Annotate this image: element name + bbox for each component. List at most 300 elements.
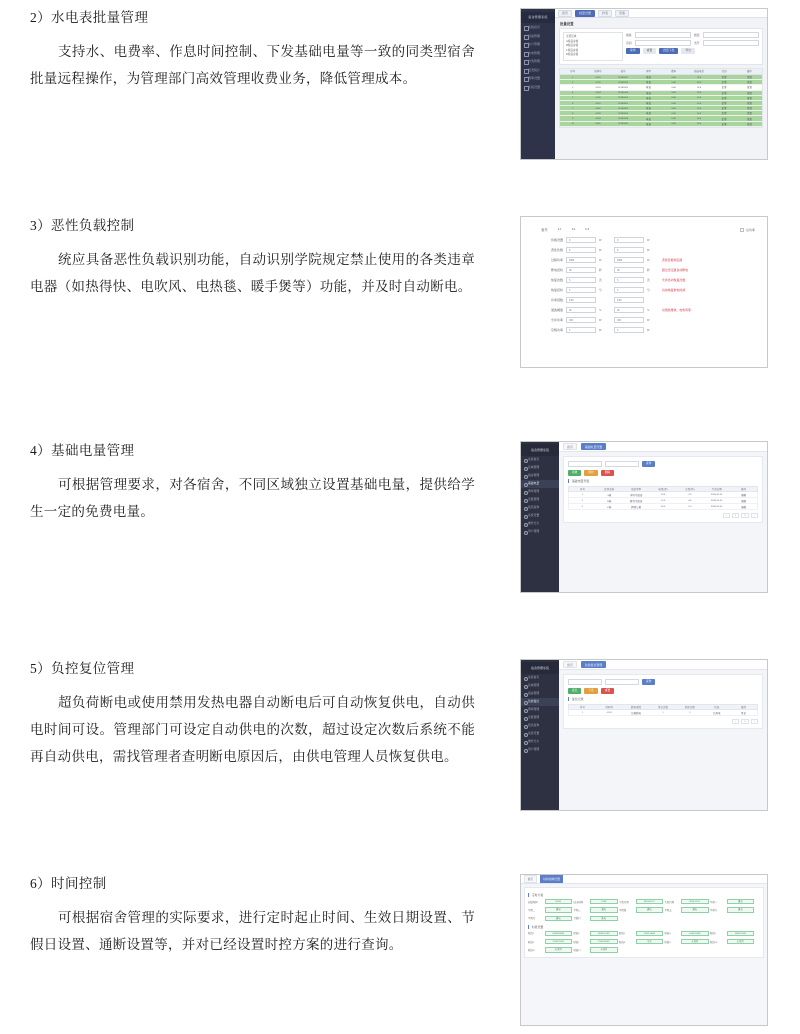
tab-home[interactable]: 首页: [524, 875, 537, 882]
query-card: [563, 674, 763, 729]
cell-value[interactable]: 未设置: [727, 939, 755, 944]
row-unit-1: W: [599, 238, 602, 242]
tree-node-3[interactable]: C栋宿舍楼: [566, 48, 579, 52]
row-input-2[interactable]: 20: [614, 307, 644, 313]
col-4: 剩余次数: [684, 706, 695, 709]
delete-button[interactable]: 删除: [601, 470, 614, 476]
cell: 已供电: [712, 711, 721, 715]
screenshot-base-power-management: [520, 441, 770, 593]
query-button[interactable]: 查询: [626, 48, 640, 54]
cell: 10.0: [696, 91, 702, 95]
cell-value[interactable]: 08:00-12:00: [590, 931, 618, 936]
cell-key: 失效日期: [664, 900, 675, 904]
cell-value[interactable]: 18:00-22:00: [727, 931, 755, 936]
cell: 4: [572, 91, 574, 95]
slot-grid: [528, 931, 760, 955]
row-unit-2: 秒: [647, 269, 650, 273]
cell: 10: [571, 122, 574, 126]
cell: 10.0: [660, 493, 666, 496]
cell: 6: [572, 101, 574, 105]
row-input-2[interactable]: 3000: [614, 257, 644, 263]
screenshot-time-control: [520, 874, 770, 1026]
row-unit-1: 分: [599, 289, 602, 293]
cell-key: 时段8: [619, 940, 625, 944]
cell: 0.60: [671, 96, 676, 100]
cell: 0.60: [671, 80, 676, 84]
cell: 20180103: [618, 85, 629, 89]
row-input-1[interactable]: 0: [566, 237, 596, 243]
app-logo: 宿舍管理系统: [521, 12, 555, 23]
row-input-2[interactable]: 5: [614, 287, 644, 293]
cell: A202: [595, 106, 601, 110]
cell[interactable]: 设置: [746, 96, 752, 100]
plan-cell: [710, 899, 754, 904]
cell-value[interactable]: 23:00: [590, 899, 618, 904]
row-input-1[interactable]: 100: [566, 317, 596, 323]
row-unit-1: 次: [599, 279, 602, 283]
row-unit-2: 次: [647, 279, 650, 283]
cell-key: 生效日期: [619, 900, 629, 904]
row-input-1[interactable]: 0.85: [566, 297, 596, 303]
cell: 正常: [721, 81, 727, 85]
plan-cell: [574, 907, 618, 912]
col-4: 水量(吨): [685, 488, 695, 491]
cell-value[interactable]: 通电: [636, 907, 664, 912]
tab-1[interactable]: 批量设置: [575, 10, 595, 17]
cell-value[interactable]: 2020-12-31: [681, 899, 709, 904]
query-input-1[interactable]: [568, 461, 602, 467]
cell: 正常: [721, 91, 727, 95]
cell-value[interactable]: 未设置: [545, 947, 573, 952]
sidebar-item-1[interactable]: 区域管理: [521, 464, 559, 472]
section-title-6: 6）时间控制: [30, 876, 107, 891]
cell: 正常: [721, 117, 727, 121]
cell[interactable]: 设置: [746, 81, 752, 85]
cell: 10.0: [696, 80, 702, 84]
cell-value[interactable]: 全天: [636, 939, 664, 944]
breadcrumb: 批量设置: [560, 22, 574, 26]
cell-key: 节假日: [573, 917, 581, 921]
cell: 正常: [721, 107, 727, 111]
sidebar-item-5[interactable]: 充值管理: [521, 496, 559, 504]
export-button[interactable]: 导出: [681, 48, 695, 54]
row-input-2[interactable]: 30: [614, 267, 644, 273]
text-block-5: [30, 659, 475, 770]
cell[interactable]: 编辑: [741, 505, 747, 509]
cell: 10.0: [696, 75, 702, 79]
edit-button[interactable]: 修改: [584, 470, 597, 476]
cell: 10.0: [696, 85, 702, 89]
list-section-title: 基础电量列表: [568, 479, 758, 483]
cell: 0.60: [671, 106, 676, 110]
slot-cell: [665, 939, 709, 944]
row-input-2[interactable]: 3: [614, 277, 644, 283]
tree-node-1[interactable]: A栋宿舍楼: [566, 39, 579, 43]
cell-value[interactable]: 通电: [727, 899, 755, 904]
section-title-5: 5）负控复位管理: [30, 661, 135, 676]
section-title-3: 3）恶性负载控制: [30, 218, 135, 233]
col-0: 序号: [570, 70, 576, 74]
cell: 1: [581, 711, 584, 714]
sidebar-item-9[interactable]: 用户管理: [521, 528, 559, 536]
cell: 10.0: [696, 117, 702, 121]
row-input-2[interactable]: 5: [614, 327, 644, 333]
batch-dispatch-button[interactable]: 批量下发: [659, 48, 678, 54]
tab-bar: [555, 9, 767, 18]
slot-cell: [619, 939, 663, 944]
sidebar-item-7[interactable]: 系统设置: [521, 512, 559, 520]
query-input-1[interactable]: [568, 679, 602, 685]
dispatch-button[interactable]: 下发: [584, 688, 597, 694]
cell: 电表: [645, 96, 651, 100]
cell-value[interactable]: 12:00-14:00: [636, 931, 664, 936]
tree-node-0[interactable]: 全部区域: [566, 35, 577, 38]
cell[interactable]: 复位: [741, 711, 747, 715]
sidebar-item-4[interactable]: 抄表管理: [521, 57, 555, 66]
row-unit-1: 秒: [599, 269, 602, 273]
col-6: 状态: [721, 70, 727, 74]
section-load-reset: [30, 659, 770, 844]
cell: 20180203: [618, 111, 629, 115]
row-input-2[interactable]: 0.85: [614, 297, 644, 303]
sidebar-item-3[interactable]: 基础电量: [521, 480, 559, 488]
sidebar-item-6[interactable]: 报表查询: [521, 504, 559, 512]
tab-base-power[interactable]: 基础电量设置: [581, 443, 606, 451]
section-body-5: 超负荷断电或使用禁用发热电器自动断电后可自动恢复供电，自动供电时间可设。管理部门可设定自动供电的次数，超过设定次数后系统不能再自动供电，需找管理者查明断电原因后，由供电管理人员恢复供电。: [30, 695, 475, 765]
tab-l1[interactable]: L1: [557, 227, 562, 231]
query-button[interactable]: 查询: [642, 461, 655, 467]
section-body-2: 支持水、电费率、作息时间控制、下发基础电量等一致的同类型宿舍批量远程操作，为管理部门高效管理收费业务，降低管理成本。: [30, 44, 475, 87]
cell: 2018-01-01: [710, 499, 723, 502]
cell-value[interactable]: 06:00-08:00: [545, 931, 573, 936]
slot-cell: [574, 939, 618, 944]
page-prev[interactable]: <: [732, 719, 739, 724]
cell: 20180201: [618, 101, 629, 105]
slot-cell: [574, 947, 618, 952]
col-7: 操作: [746, 70, 752, 74]
cell-key: 星期日: [528, 917, 536, 921]
col-2: 宿舍类型: [631, 488, 642, 491]
add-button[interactable]: 新增: [568, 470, 581, 476]
form-row-4: [533, 277, 755, 283]
sidebar-item-4[interactable]: 费率管理: [521, 488, 559, 496]
tab-bar: [559, 660, 767, 670]
col-3: 电量(度): [658, 488, 668, 491]
form-row-0: [533, 237, 755, 243]
sidebar-item-5[interactable]: 充值管理: [521, 714, 559, 722]
cell-key: 时段11: [528, 949, 536, 953]
row-unit-2: W: [647, 318, 650, 322]
page-2[interactable]: 2: [741, 513, 748, 518]
row-label: 断电延时: [550, 268, 563, 273]
col-3: 类型: [645, 70, 651, 74]
row-label: 过载功率: [550, 258, 563, 263]
row-input-1[interactable]: 20: [566, 307, 596, 313]
app-logo: 宿舍管理系统: [521, 662, 559, 674]
row-input-1[interactable]: 30: [566, 267, 596, 273]
tab-bar: [559, 442, 767, 452]
app-window-base: [520, 441, 768, 593]
col-0: 序号: [579, 706, 585, 709]
tab-l2[interactable]: L2: [571, 227, 576, 231]
table-row[interactable]: [560, 122, 762, 127]
row-label: 谐波阈值: [550, 308, 563, 313]
cell: 0.60: [671, 75, 676, 79]
row-unit-2: 分: [647, 289, 650, 293]
slot-cell: [574, 931, 618, 936]
page-prev[interactable]: <: [723, 513, 730, 518]
sidebar-item-6[interactable]: 费率设置: [521, 74, 555, 83]
sidebar-item-3[interactable]: 负控复位: [521, 698, 559, 706]
cell: A204: [595, 117, 601, 121]
section-title-2: 2）水电表批量管理: [30, 10, 149, 25]
row-input-1[interactable]: 3: [566, 277, 596, 283]
reset-button[interactable]: 复位: [568, 688, 581, 694]
cell-key: 星期四: [619, 909, 627, 913]
tab-home[interactable]: 首页: [563, 661, 577, 669]
filter-input-3[interactable]: [703, 40, 759, 46]
cell[interactable]: 设置: [746, 107, 752, 111]
cell-key: 时段5: [710, 932, 716, 936]
cell: 10.0: [696, 111, 702, 115]
cell: 电表: [645, 102, 651, 105]
plan-cell: [528, 899, 572, 904]
row-label: 负载设置: [550, 238, 563, 243]
sidebar-item-8[interactable]: 操作日志: [521, 738, 559, 746]
col-5: 状态: [714, 706, 720, 709]
plan-cell: [665, 907, 709, 912]
tab-home[interactable]: 首页: [563, 443, 577, 451]
cell: A101: [595, 75, 601, 79]
cell-value[interactable]: 06:00: [545, 899, 573, 904]
cell: 1: [572, 75, 574, 79]
cell-value[interactable]: 通电: [545, 907, 573, 912]
screenshot-malicious-load-control: [520, 216, 770, 368]
row-note: 允许自动恢复次数: [662, 278, 686, 283]
cell: 电表: [645, 122, 651, 126]
form-row-8: [533, 317, 755, 323]
screenshot-batch-meter-management: [520, 8, 770, 160]
section-body-4: 可根据管理要求，对各宿舍，不同区域独立设置基础电量，提供给学生一定的免费电量。: [30, 477, 475, 520]
sidebar-item-6[interactable]: 报表查询: [521, 722, 559, 730]
filter-label-3: 表号: [694, 42, 700, 45]
page-next[interactable]: >: [751, 513, 758, 518]
cell: 0.60: [671, 117, 676, 121]
cell: 4.0: [688, 499, 692, 502]
sidebar-item-1[interactable]: 区域管理: [521, 682, 559, 690]
col-5: 生效日期: [711, 488, 722, 491]
tree-node-2[interactable]: B栋宿舍楼: [566, 44, 579, 48]
cell-key: 时段2: [573, 932, 580, 936]
col-4: 费率: [671, 70, 677, 74]
sidebar-item-7[interactable]: 系统设置: [521, 83, 555, 92]
col-5: 基础电量: [693, 70, 704, 74]
group2-title: 时段设置: [528, 925, 760, 929]
text-block-6: [30, 874, 475, 958]
row-input-1[interactable]: 5: [566, 287, 596, 293]
filter-label-2: 房间: [626, 42, 632, 45]
row-note: 自动恢复供电时间: [662, 288, 686, 293]
sidebar-item-2[interactable]: 宿舍管理: [521, 690, 559, 698]
sidebar-item-4[interactable]: 费率管理: [521, 706, 559, 714]
cell[interactable]: 设置: [746, 76, 752, 80]
cell: A103: [595, 85, 601, 89]
cell: 1: [662, 711, 664, 714]
cell-key: 时段9: [664, 940, 671, 944]
col-3: 复位次数: [658, 706, 669, 709]
filter-input-1[interactable]: [703, 32, 759, 38]
cell-key: 星期五: [664, 909, 672, 913]
cell: 7: [572, 106, 574, 110]
cell[interactable]: 设置: [746, 112, 752, 116]
tab-time-control[interactable]: 时间控制设置: [540, 875, 564, 882]
page-1[interactable]: 1: [741, 719, 748, 724]
cell: 5: [572, 96, 574, 100]
cell: B栋: [607, 499, 612, 503]
cell[interactable]: 设置: [746, 102, 752, 105]
tab-bar: [521, 875, 767, 884]
cell: 电表: [645, 91, 651, 95]
group1-title: 定时方案: [528, 893, 760, 897]
app-logo: 宿舍管理系统: [521, 444, 559, 456]
cell-value[interactable]: 断电: [590, 916, 618, 921]
cell-value[interactable]: 通电: [545, 916, 573, 921]
row-input-2[interactable]: 100: [614, 317, 644, 323]
row-note: 恶性负载判定值: [662, 258, 683, 263]
tab-l3[interactable]: L3: [585, 227, 590, 231]
tab-2[interactable]: 抄表: [598, 10, 612, 17]
sidebar-item-5[interactable]: 报表统计: [521, 66, 555, 75]
cell: 2: [689, 711, 691, 714]
cell: 20180101: [618, 75, 629, 79]
query-input-2[interactable]: [605, 461, 639, 467]
row-input-2[interactable]: 0: [614, 247, 644, 253]
sidebar-item-1[interactable]: 设备管理: [521, 32, 555, 41]
cell-value[interactable]: 23:00-06:00: [590, 939, 618, 944]
cell[interactable]: 编辑: [741, 493, 747, 497]
cell: 8: [572, 111, 574, 115]
cell[interactable]: 设置: [746, 122, 752, 126]
row-note: 超过设定值自动断电: [662, 268, 689, 273]
sidebar-item-0[interactable]: 系统首页: [521, 674, 559, 682]
filter-input-2[interactable]: [635, 40, 691, 46]
area-tree[interactable]: [563, 32, 623, 61]
query-button[interactable]: 查询: [642, 679, 655, 685]
text-block-3: [30, 216, 475, 300]
plan-cell: [528, 916, 572, 921]
sidebar-item-0[interactable]: 系统首页: [521, 456, 559, 464]
sidebar-item-2[interactable]: 宿舍管理: [521, 472, 559, 480]
sidebar-item-2[interactable]: 住户管理: [521, 40, 555, 49]
cell[interactable]: 设置: [746, 86, 752, 90]
sidebar-item-3[interactable]: 水电管理: [521, 49, 555, 58]
cell: 本科生宿舍: [629, 493, 643, 497]
cell[interactable]: 设置: [746, 91, 752, 95]
cell: 3.0: [688, 493, 692, 496]
cell-value[interactable]: 通电: [681, 907, 709, 912]
clear-button[interactable]: 重置: [601, 688, 614, 694]
tree-node-4[interactable]: D栋宿舍楼: [566, 53, 579, 57]
row-input-1[interactable]: 3000: [566, 257, 596, 263]
sidebar-item-7[interactable]: 系统设置: [521, 730, 559, 738]
total-power-label: 总功率: [745, 227, 755, 232]
cell: A201: [595, 101, 601, 105]
cell: 电表: [645, 112, 651, 116]
cell: 20180102: [618, 80, 629, 84]
form-row-7: [533, 307, 755, 313]
cell-key: 时段7: [573, 940, 580, 944]
cell-key: 星期三: [573, 909, 581, 913]
cell: 10.0: [696, 96, 702, 100]
cell-key: 时段10: [710, 940, 718, 944]
form-row-6: [533, 297, 755, 303]
row-input-2[interactable]: 0: [614, 237, 644, 243]
row-unit-1: %: [599, 308, 602, 312]
tab-0[interactable]: 首页: [558, 10, 572, 17]
cell-value[interactable]: 未设置: [590, 947, 618, 952]
query-input-2[interactable]: [605, 679, 639, 685]
cell: 10.0: [696, 122, 702, 126]
reset-button[interactable]: 重置: [643, 48, 657, 54]
cell-value[interactable]: 22:00-23:00: [545, 939, 573, 944]
cell: 5.0: [688, 505, 692, 508]
row-label: 允许功率: [550, 318, 563, 323]
table-row[interactable]: [568, 710, 758, 716]
row-unit-2: W: [647, 238, 650, 242]
cell-value[interactable]: 通电: [590, 907, 618, 912]
cell-value[interactable]: 14:00-18:00: [681, 931, 709, 936]
page-1[interactable]: 1: [732, 513, 739, 518]
row-unit-2: W: [647, 328, 650, 332]
cell: A栋: [607, 493, 612, 497]
filter-input-0[interactable]: [635, 32, 691, 38]
sidebar-item-9[interactable]: 用户管理: [521, 746, 559, 754]
page-next[interactable]: >: [751, 719, 758, 724]
pagination: [568, 719, 758, 724]
row-label: 空载功率: [550, 328, 563, 333]
row-unit-2: W: [647, 258, 650, 262]
slot-cell: [619, 931, 663, 936]
cell: 10.0: [696, 101, 702, 105]
main-area: [559, 442, 767, 592]
row-label: 恢复次数: [550, 278, 563, 283]
row-input-1[interactable]: 0: [566, 247, 596, 253]
row-input-1[interactable]: 5: [566, 327, 596, 333]
cell: 研究生宿舍: [629, 499, 643, 503]
cell-value[interactable]: 通电: [727, 907, 755, 912]
table-row[interactable]: [568, 504, 758, 510]
sidebar-item-0[interactable]: 系统首页: [521, 23, 555, 32]
cell: 20180204: [618, 117, 629, 121]
total-power-checkbox[interactable]: [740, 228, 744, 232]
tab-3[interactable]: 充值: [615, 10, 629, 17]
section-body-6: 可根据宿舍管理的实际要求，进行定时起止时间、生效日期设置、节假日设置、通断设置等，并对已经设置时控方案的进行查询。: [30, 910, 475, 953]
cell[interactable]: 编辑: [741, 499, 747, 503]
cell-value[interactable]: 未设置: [681, 939, 709, 944]
main-area: [555, 9, 767, 159]
list-section-title: 复位记录: [568, 697, 758, 701]
cell: A104: [595, 91, 601, 95]
meter-table: [559, 68, 763, 128]
cell-value[interactable]: 2018-01-01: [636, 899, 664, 904]
cell[interactable]: 设置: [746, 117, 752, 121]
cell: 电表: [645, 107, 651, 111]
plan-cell: [619, 907, 663, 912]
tab-load-reset[interactable]: 负控复位管理: [581, 661, 606, 669]
sidebar-item-8[interactable]: 操作日志: [521, 520, 559, 528]
cell: 9: [572, 117, 574, 121]
tab-meter-no[interactable]: 表号: [541, 228, 548, 232]
